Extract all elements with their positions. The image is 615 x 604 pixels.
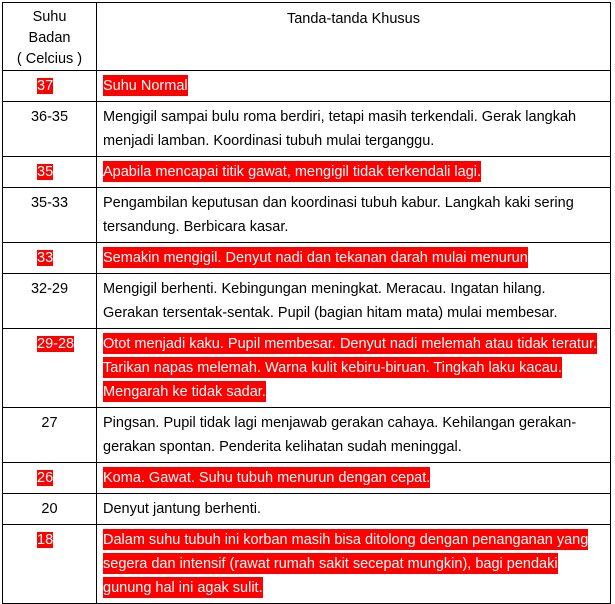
table-row: [2, 463, 611, 494]
temperature-value: 37: [37, 78, 54, 94]
header-temperature-line: Suhu: [32, 9, 67, 25]
table-row: [2, 71, 611, 102]
temperature-cell: 35-33: [2, 188, 97, 242]
temperature-cell: 36-35: [2, 102, 97, 156]
temperature-cell: [2, 329, 97, 407]
header-temperature-line: Badan: [28, 30, 71, 46]
temperature-cell: [2, 243, 97, 273]
temperature-value: 18: [37, 532, 54, 548]
signs-cell: Mengigil sampai bulu roma berdiri, tetapi masih terkendali. Gerak langkah menjadi lamban. Koordinasi tubuh mulai terganggu.: [97, 102, 611, 156]
temperature-cell: [2, 71, 97, 101]
table-row: [2, 188, 611, 243]
signs-cell: Pingsan. Pupil tidak lagi menjawab gerakan cahaya. Kehilangan gerakan-gerakan spontan. Penderita kelihatan sudah meninggal.: [97, 408, 611, 462]
signs-text: Dalam suhu tubuh ini korban masih bisa ditolong dengan penanganan yang segera dan intensif (rawat rumah sakit secepat mungkin), bagi pendaki gunung hal ini agak sulit.: [103, 529, 588, 598]
temperature-cell: 32-29: [2, 274, 97, 328]
signs-cell: [97, 525, 611, 603]
table-row: [2, 243, 611, 274]
temperature-value: 26: [37, 470, 54, 486]
header-temperature: [2, 3, 97, 70]
temperature-value: 35: [37, 164, 54, 180]
temperature-cell: [2, 463, 97, 493]
signs-text: Apabila mencapai titik gawat, mengigil tidak terkendali lagi.: [103, 161, 481, 182]
table-row: [2, 102, 611, 157]
signs-cell: [97, 463, 611, 493]
signs-cell: Denyut jantung berhenti.: [97, 494, 611, 524]
signs-text: Otot menjadi kaku. Pupil membesar. Denyut nadi melemah atau tidak teratur. Tarikan napas melemah. Warna kulit kebiru-biruan. Tingkah laku kacau. Mengarah ke tidak sadar.: [103, 333, 597, 402]
signs-text: Suhu Normal: [103, 75, 188, 96]
table-row: [2, 525, 611, 604]
temperature-value: 29-28: [37, 336, 75, 352]
signs-cell: [97, 157, 611, 187]
table-row: [2, 494, 611, 525]
signs-text: Koma. Gawat. Suhu tubuh menurun dengan cepat.: [103, 467, 430, 488]
signs-cell: Pengambilan keputusan dan koordinasi tubuh kabur. Langkah kaki sering tersandung. Berbicara kasar.: [97, 188, 611, 242]
signs-cell: [97, 329, 611, 407]
temperature-cell: 20: [2, 494, 97, 524]
table-row: [2, 157, 611, 188]
signs-text: Semakin mengigil. Denyut nadi dan tekanan darah mulai menurun: [103, 247, 528, 268]
table-row: [2, 329, 611, 408]
table-row: [2, 274, 611, 329]
header-signs: Tanda-tanda Khusus: [97, 3, 611, 70]
temperature-value: 33: [37, 250, 54, 266]
hypothermia-table: [2, 2, 611, 604]
signs-cell: Mengigil berhenti. Kebingungan meningkat. Meracau. Ingatan hilang. Gerakan tersentak-sentak. Pupil (bagian hitam mata) mulai membesar.: [97, 274, 611, 328]
temperature-cell: [2, 157, 97, 187]
header-temperature-line: ( Celcius ): [16, 51, 83, 67]
signs-cell: [97, 243, 611, 273]
signs-cell: [97, 71, 611, 101]
table-header-row: [2, 2, 611, 71]
table-row: [2, 408, 611, 463]
temperature-cell: [2, 525, 97, 603]
temperature-cell: 27: [2, 408, 97, 462]
